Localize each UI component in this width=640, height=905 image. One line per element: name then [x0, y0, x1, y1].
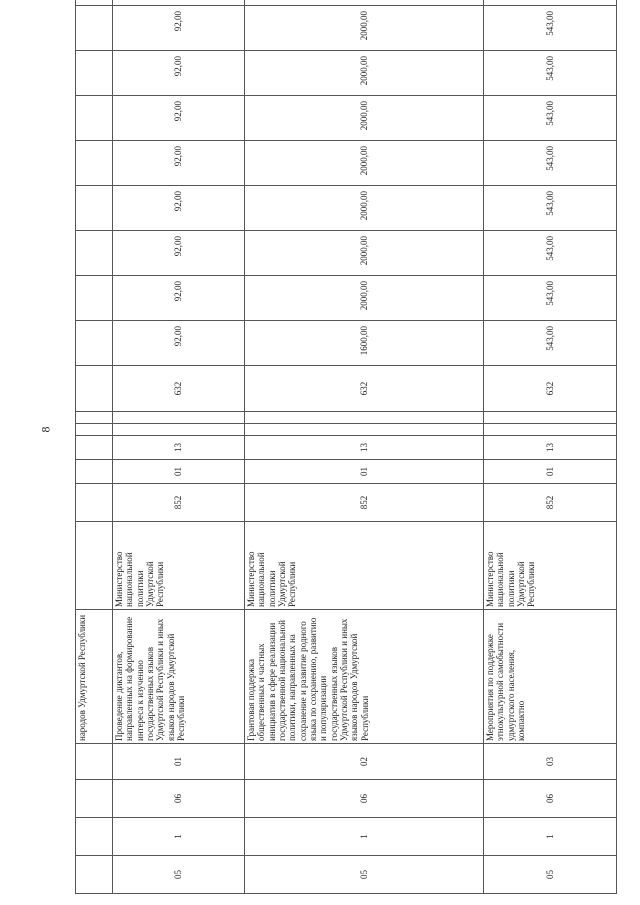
value-cell: 543,00 [484, 275, 617, 320]
value-cell [484, 0, 617, 5]
value-cell: 92,00 [113, 275, 245, 320]
activity-code-cell: 01 [113, 743, 245, 779]
value-cell: 92,00 [113, 320, 245, 365]
value-cell [76, 95, 113, 140]
budget-code-cell [76, 483, 113, 521]
value-cell: 2000,00 [245, 275, 484, 320]
value-cell [76, 185, 113, 230]
subsection-cell: 13 [484, 435, 617, 459]
empty-cell [484, 411, 617, 423]
value-cell: 543,00 [484, 95, 617, 140]
executor-cell: Министерство национальной политики Удмуртской Республики [484, 521, 617, 609]
section-cell [76, 459, 113, 483]
subsection-cell: 13 [245, 435, 484, 459]
budget-table [75, 0, 617, 894]
empty-cell [245, 423, 484, 435]
value-cell [76, 140, 113, 185]
value-cell: 92,00 [113, 95, 245, 140]
subprogram-code-cell: 1 [484, 817, 617, 855]
activity-name-cell: Грантовая поддержка общественных и частных инициатив в сфере реализации государственной национальной политики, направленных на сохранение и развитие родного языка по сохранению, развитию и популяризации государственных языков Удмуртской Республики и иных языков народов Удмуртской Республики [245, 609, 484, 743]
expense-type-cell: 632 [113, 365, 245, 411]
expense-type-cell: 632 [245, 365, 484, 411]
value-cell: 92,00 [113, 140, 245, 185]
executor-cell [76, 521, 113, 609]
rotated-table-wrapper [77, 10, 612, 879]
main-activity-code-cell: 06 [484, 779, 617, 817]
value-cell: 543,00 [484, 5, 617, 50]
value-cell: 2000,00 [245, 230, 484, 275]
value-cell: 1600,00 [245, 320, 484, 365]
page-number: 8 [38, 426, 53, 433]
activity-name-cell: народов Удмуртской Республики [76, 609, 113, 743]
empty-cell [113, 423, 245, 435]
subsection-cell: 13 [113, 435, 245, 459]
value-cell [76, 5, 113, 50]
subsection-cell [76, 435, 113, 459]
executor-cell: Министерство национальной политики Удмуртской Республики [113, 521, 245, 609]
expense-type-cell [76, 365, 113, 411]
subprogram-code-cell: 1 [113, 817, 245, 855]
table-row [113, 0, 245, 893]
value-cell: 543,00 [484, 140, 617, 185]
value-cell [113, 0, 245, 5]
value-cell [76, 0, 113, 5]
subprogram-code-cell [76, 817, 113, 855]
executor-cell: Министерство национальной политики Удмуртской Республики [245, 521, 484, 609]
table-row [484, 0, 617, 893]
activity-name-cell: Проведение диктантов, направленных на формирование интереса к изучению государственных языков Удмуртской Республики и иных языков народов Удмуртской Республики [113, 609, 245, 743]
main-activity-code-cell [76, 779, 113, 817]
budget-code-cell: 852 [113, 483, 245, 521]
value-cell [76, 50, 113, 95]
value-cell: 2000,00 [245, 140, 484, 185]
value-cell: 543,00 [484, 50, 617, 95]
program-code-cell: 05 [484, 855, 617, 893]
budget-code-cell: 852 [484, 483, 617, 521]
empty-cell [484, 423, 617, 435]
value-cell: 92,00 [113, 50, 245, 95]
empty-cell [245, 411, 484, 423]
program-code-cell: 05 [245, 855, 484, 893]
value-cell: 92,00 [113, 185, 245, 230]
value-cell: 543,00 [484, 230, 617, 275]
empty-cell [76, 423, 113, 435]
value-cell: 543,00 [484, 320, 617, 365]
value-cell: 92,00 [113, 230, 245, 275]
value-cell [76, 275, 113, 320]
value-cell: 2000,00 [245, 185, 484, 230]
value-cell: 2000,00 [245, 50, 484, 95]
budget-code-cell: 852 [245, 483, 484, 521]
main-activity-code-cell: 06 [113, 779, 245, 817]
empty-cell [76, 411, 113, 423]
table-row [245, 0, 484, 893]
activity-name-cell: Мероприятия по поддержке этнокультурной самобытности удмуртского населения, компактно [484, 609, 617, 743]
value-cell [76, 320, 113, 365]
main-activity-code-cell: 06 [245, 779, 484, 817]
value-cell: 543,00 [484, 185, 617, 230]
value-cell: 2000,00 [245, 95, 484, 140]
subprogram-code-cell: 1 [245, 817, 484, 855]
expense-type-cell: 632 [484, 365, 617, 411]
program-code-cell [76, 855, 113, 893]
value-cell [245, 0, 484, 5]
value-cell [76, 230, 113, 275]
activity-code-cell: 03 [484, 743, 617, 779]
section-cell: 01 [484, 459, 617, 483]
empty-cell [113, 411, 245, 423]
activity-code-cell [76, 743, 113, 779]
program-code-cell: 05 [113, 855, 245, 893]
activity-code-cell: 02 [245, 743, 484, 779]
value-cell: 92,00 [113, 5, 245, 50]
value-cell: 2000,00 [245, 5, 484, 50]
table-row [76, 0, 113, 893]
section-cell: 01 [113, 459, 245, 483]
section-cell: 01 [245, 459, 484, 483]
